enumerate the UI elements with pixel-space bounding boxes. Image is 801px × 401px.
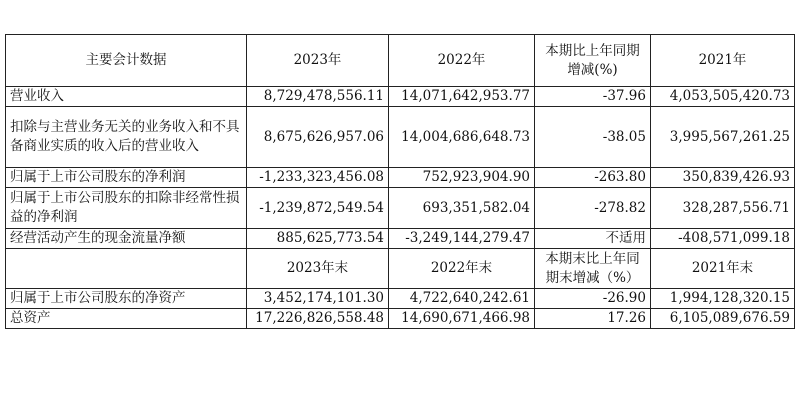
cell-value: 350,839,426.93: [651, 168, 795, 188]
header-cell-change: 本期比上年同期增减(%): [535, 35, 651, 87]
subheader-cell-empty: [6, 249, 247, 289]
cell-value: 752,923,904.90: [389, 168, 535, 188]
cell-value: 14,071,642,953.77: [389, 87, 535, 107]
row-label: 归属于上市公司股东的净利润: [6, 168, 247, 188]
cell-value: 8,729,478,556.11: [247, 87, 389, 107]
row-label: 归属于上市公司股东的净资产: [6, 289, 247, 309]
header-row: [6, 35, 795, 87]
cell-value: 4,053,505,420.73: [651, 87, 795, 107]
cell-value: -1,239,872,549.54: [247, 188, 389, 229]
cell-value: 17.26: [535, 309, 651, 329]
cell-value: 1,994,128,320.15: [651, 289, 795, 309]
subheader-cell-2023-end: 2023年末: [247, 249, 389, 289]
financial-data-table: [5, 34, 795, 329]
cell-value: 17,226,826,558.48: [247, 309, 389, 329]
cell-value: 3,995,567,261.25: [651, 107, 795, 168]
row-label: 扣除与主营业务无关的业务收入和不具备商业实质的收入后的营业收入: [6, 107, 247, 168]
subheader-cell-2021-end: 2021年末: [651, 249, 795, 289]
row-label: 经营活动产生的现金流量净额: [6, 229, 247, 249]
row-label: 营业收入: [6, 87, 247, 107]
cell-value: -37.96: [535, 87, 651, 107]
header-cell-2022: 2022年: [389, 35, 535, 87]
cell-value: -263.80: [535, 168, 651, 188]
cell-value: 不适用: [535, 229, 651, 249]
table-row: [6, 87, 795, 107]
cell-value: -278.82: [535, 188, 651, 229]
cell-value: -26.90: [535, 289, 651, 309]
cell-value: -3,249,144,279.47: [389, 229, 535, 249]
cell-value: 14,004,686,648.73: [389, 107, 535, 168]
row-label: 归属于上市公司股东的扣除非经常性损益的净利润: [6, 188, 247, 229]
table-row: [6, 107, 795, 168]
subheader-cell-change: 本期末比上年同期末增减（%）: [535, 249, 651, 289]
header-cell-item: 主要会计数据: [6, 35, 247, 87]
table-row: [6, 309, 795, 329]
row-label: 总资产: [6, 309, 247, 329]
cell-value: 3,452,174,101.30: [247, 289, 389, 309]
table-row: [6, 168, 795, 188]
cell-value: 6,105,089,676.59: [651, 309, 795, 329]
table-row: [6, 229, 795, 249]
table-row: [6, 289, 795, 309]
header-cell-2023: 2023年: [247, 35, 389, 87]
cell-value: 4,722,640,242.61: [389, 289, 535, 309]
cell-value: -408,571,099.18: [651, 229, 795, 249]
subheader-row: [6, 249, 795, 289]
subheader-cell-2022-end: 2022年末: [389, 249, 535, 289]
cell-value: 14,690,671,466.98: [389, 309, 535, 329]
header-cell-2021: 2021年: [651, 35, 795, 87]
cell-value: -1,233,323,456.08: [247, 168, 389, 188]
cell-value: -38.05: [535, 107, 651, 168]
cell-value: 885,625,773.54: [247, 229, 389, 249]
cell-value: 328,287,556.71: [651, 188, 795, 229]
cell-value: 693,351,582.04: [389, 188, 535, 229]
table-row: [6, 188, 795, 229]
cell-value: 8,675,626,957.06: [247, 107, 389, 168]
